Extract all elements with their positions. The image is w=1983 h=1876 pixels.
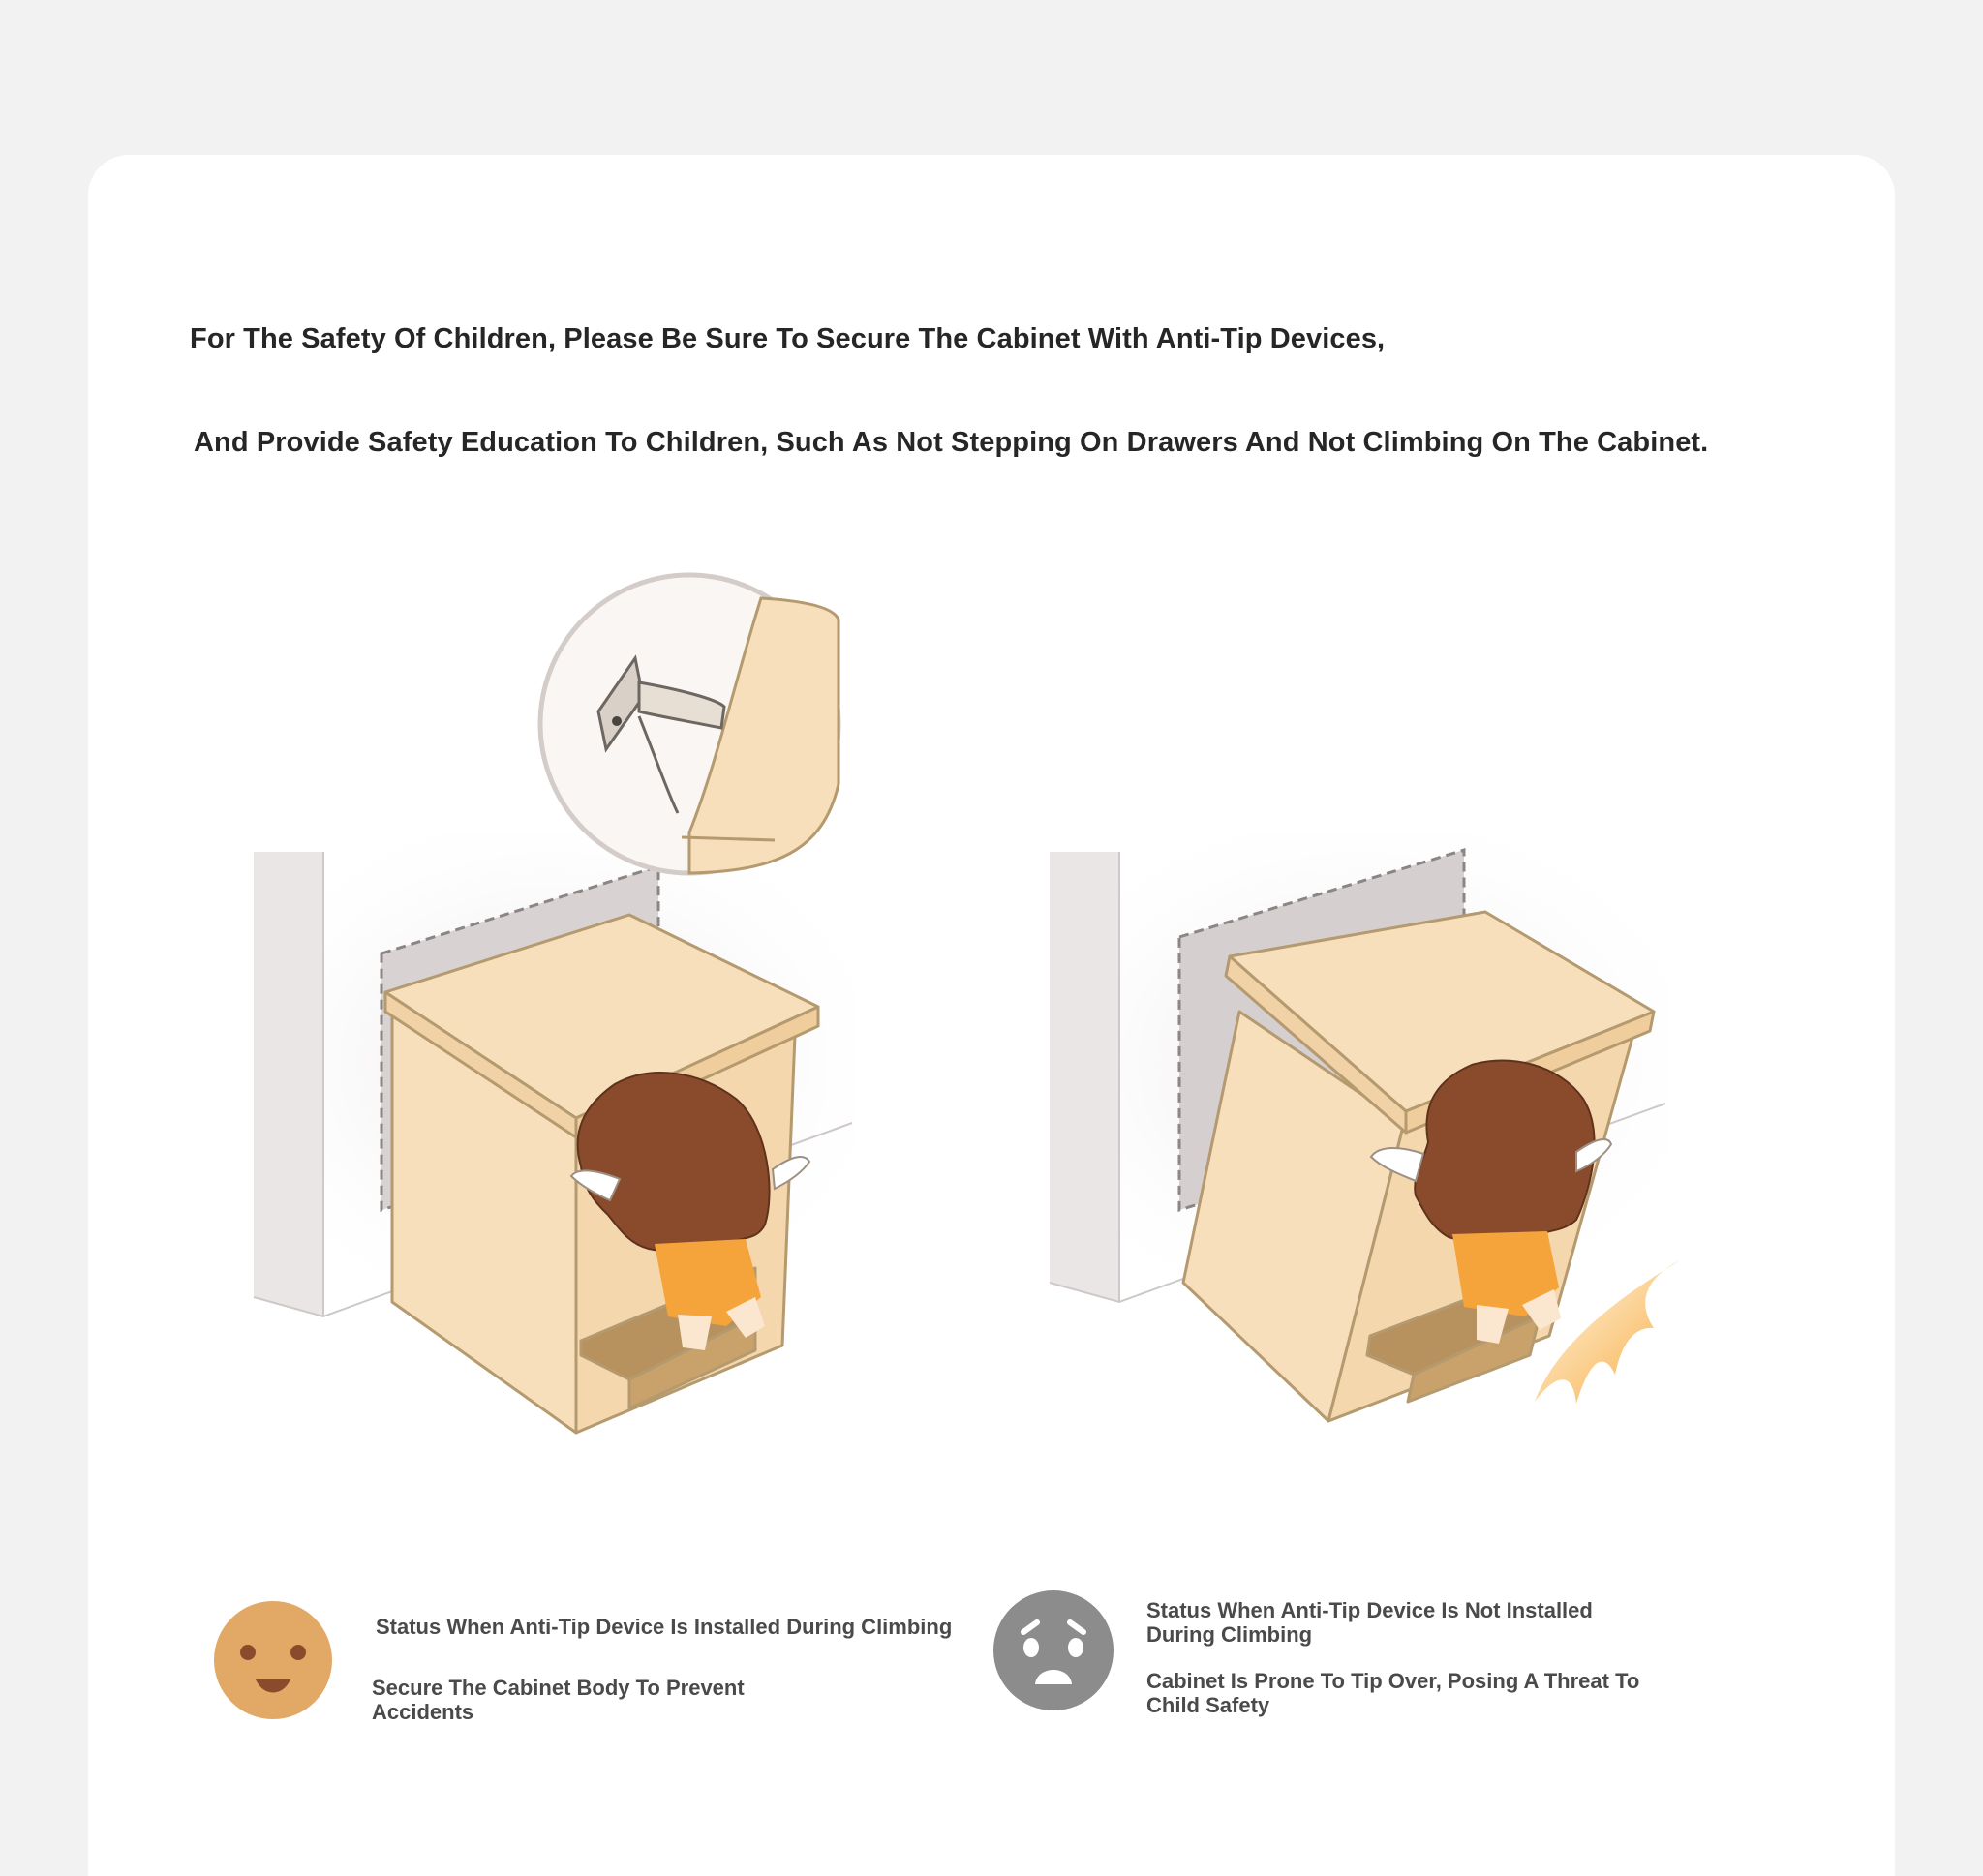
- safety-heading-line-1: For The Safety Of Children, Please Be Sure To Secure The Cabinet With Anti-Tip Devices,: [190, 323, 1386, 354]
- status-not-installed-title: Status When Anti-Tip Device Is Not Installed During Climbing: [1146, 1598, 1593, 1647]
- status-not-installed-description: Cabinet Is Prone To Tip Over, Posing A Threat To Child Safety: [1146, 1669, 1640, 1717]
- happy-face-icon: [213, 1600, 333, 1720]
- sad-face-icon: [992, 1589, 1114, 1711]
- status-installed-title: Status When Anti-Tip Device Is Installed During Climbing: [376, 1615, 953, 1639]
- status-installed-description: Secure The Cabinet Body To Prevent Accidents: [372, 1676, 745, 1724]
- safety-heading-line-2: And Provide Safety Education To Children, Such As Not Stepping On Drawers And Not Climbing On The Cabinet.: [194, 427, 1709, 458]
- anti-tip-zoom-inset: [540, 575, 839, 873]
